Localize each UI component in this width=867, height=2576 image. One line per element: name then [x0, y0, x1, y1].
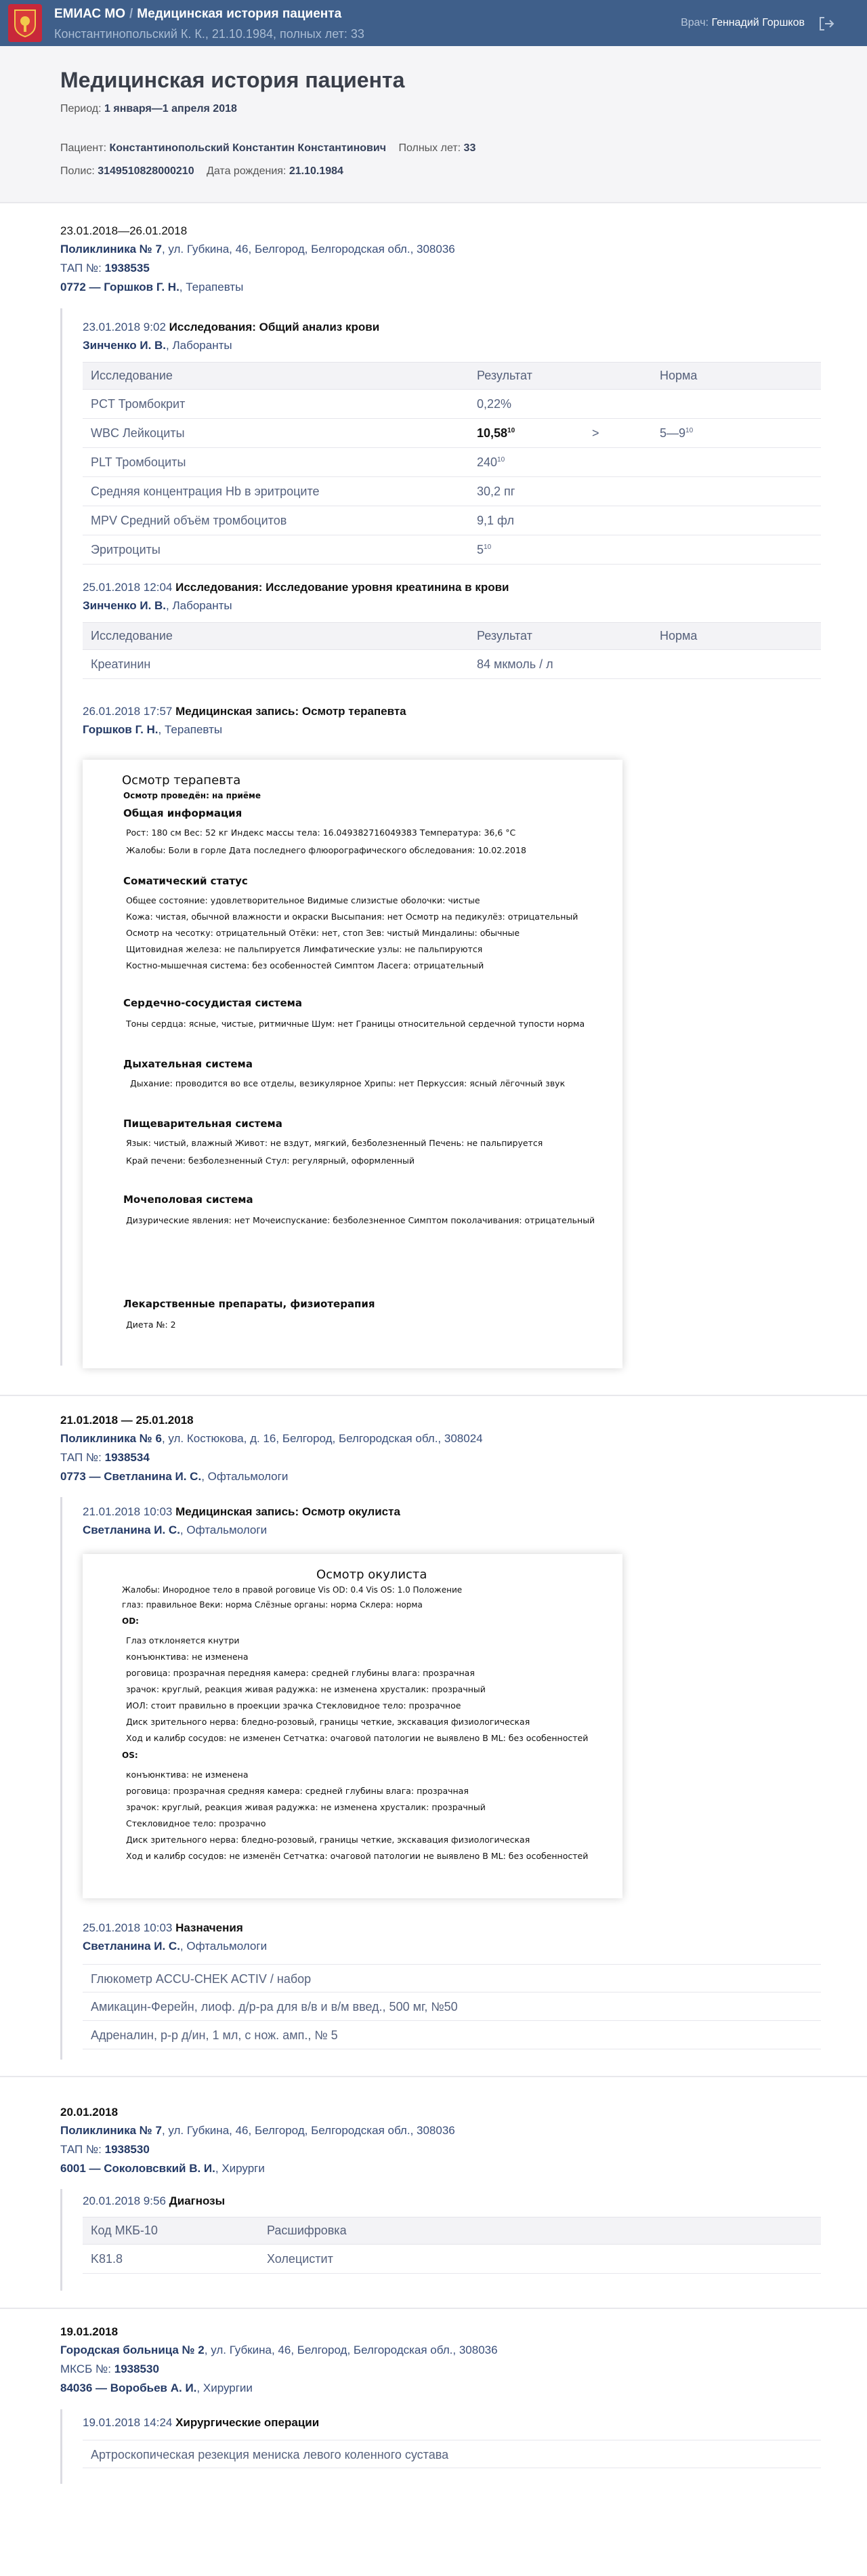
patient-label: Пациент: — [60, 142, 107, 154]
col-header: Результат — [469, 623, 652, 650]
record-therapist-exam — [83, 702, 821, 739]
test-norm: $5—9^{10}$ — [652, 419, 821, 448]
record-author — [83, 1521, 821, 1540]
document-line: Жалобы: Боли в горле Дата последнего флюорографического обследования: 10.02.2018 — [126, 845, 526, 855]
document-line: глаз: правильное Веки: норма Слёзные органы: норма Склера: норма — [122, 1600, 423, 1610]
section-heading: Лекарственные препараты, физиотерапия — [123, 1298, 375, 1310]
test-value: 30,2 пг — [469, 477, 584, 506]
visit-card — [60, 2323, 819, 2398]
visit-records — [60, 2409, 819, 2484]
author-dept: , Лаборанты — [166, 599, 232, 612]
table-row — [83, 535, 821, 565]
document-line: зрачок: круглый, реакция живая радужка: не изменена хрусталик: прозрачный — [126, 1802, 486, 1812]
record-oculist-exam — [83, 1502, 821, 1540]
section-heading: Сердечно-сосудистая система — [123, 997, 302, 1009]
list-item[interactable]: Амикацин-Ферейн, лиоф. д/р-ра для в/в и в/м введ., 500 мг, №50 — [83, 1992, 821, 2021]
doctor-specialty: , Офтальмологи — [201, 1470, 289, 1483]
document-line: Диск зрительного нерва: бледно-розовый, границы четкие, экскавация физиологическая — [126, 1835, 530, 1845]
col-header: Расшифровка — [259, 2217, 821, 2245]
visit-doctor — [60, 278, 819, 297]
test-value: 0,22% — [469, 390, 584, 419]
table-row — [83, 506, 821, 535]
tap-value: 1938530 — [114, 2363, 159, 2375]
table-row — [83, 390, 821, 419]
document-line: Щитовидная железа: не пальпируется Лимфатические узлы: не пальпируются — [126, 944, 483, 954]
therapist-document[interactable] — [83, 760, 622, 1368]
page-title: Медицинская история пациента — [60, 68, 405, 92]
table-header — [83, 363, 821, 390]
age-value: 33 — [463, 142, 476, 154]
record-title[interactable]: Медицинская запись: Осмотр окулиста — [175, 1505, 400, 1518]
diagnosis-text: Холецистит — [259, 2245, 821, 2274]
document-line: Край печени: безболезненный Стул: регулярный, оформленный — [126, 1156, 415, 1166]
divider — [0, 2308, 867, 2309]
visit-date: 20.01.2018 — [60, 2106, 119, 2119]
birth-value: 21.10.1984 — [289, 165, 343, 177]
doctor-name[interactable]: Геннадий Горшков — [711, 17, 805, 28]
document-line: Дизурические явления: нет Мочеиспускание: безболезненное Симптом поколачивания: отрицательный — [126, 1215, 595, 1225]
record-title[interactable]: Назначения — [175, 1921, 243, 1934]
tap-value: 1938534 — [104, 1451, 150, 1464]
test-value: $240^{10}$ — [469, 448, 584, 477]
visit-tap — [60, 259, 819, 278]
section-heading: Дыхательная система — [123, 1058, 253, 1070]
record-date: 25.01.2018 10:03 — [83, 1921, 173, 1934]
test-name: Креатинин — [83, 650, 469, 679]
doctor-code-name[interactable]: 84036 — Воробьев А. И. — [60, 2381, 197, 2394]
record-date: 21.01.2018 10:03 — [83, 1505, 173, 1518]
diagnosis-table — [83, 2217, 821, 2274]
section-heading: Общая информация — [123, 807, 242, 819]
document-line: Ход и калибр сосудов: не изменён Сетчатка: очаговой патологии не выявлено В ML: без особенностей — [126, 1851, 589, 1861]
os-label: OS: — [122, 1751, 138, 1760]
record-creatinine — [83, 578, 821, 679]
org-address: , ул. Губкина, 46, Белгород, Белгородская обл., 308036 — [204, 2344, 498, 2356]
org-name[interactable]: Поликлиника № 7 — [60, 2124, 162, 2137]
record-author — [83, 336, 821, 355]
tap-label: МКСБ №: — [60, 2363, 111, 2375]
record-diagnoses — [83, 2192, 821, 2274]
record-prescriptions — [83, 1919, 821, 2049]
test-value: $5^{10}$ — [469, 535, 584, 565]
author-name[interactable]: Светланина И. С. — [83, 1940, 180, 1953]
visit-organization — [60, 1429, 819, 1448]
diagnosis-code: K81.8 — [83, 2245, 259, 2274]
test-name: PLT Тромбоциты — [83, 448, 469, 477]
table-row — [83, 448, 821, 477]
author-name[interactable]: Зинченко И. В. — [83, 599, 167, 612]
header-patient-line: Константинопольский К. К., 21.10.1984, полных лет: 33 — [54, 27, 364, 41]
policy-line — [60, 165, 343, 178]
document-line: Костно-мышечная система: без особенностей Симптом Ласега: отрицательный — [126, 960, 484, 970]
prescription-list — [83, 1964, 821, 2049]
app-name[interactable]: ЕМИАС МО — [54, 7, 126, 21]
visit-card — [60, 222, 819, 297]
record-date: 26.01.2018 17:57 — [83, 705, 173, 718]
visit-records — [60, 2189, 819, 2291]
section-heading: Пищеварительная система — [123, 1118, 282, 1130]
record-header — [83, 702, 821, 720]
record-title[interactable]: Хирургические операции — [175, 2416, 320, 2429]
doctor-specialty: , Терапевты — [179, 281, 244, 293]
patient-name: Константинопольский Константин Константинович — [109, 142, 386, 154]
record-surgeries — [83, 2413, 821, 2468]
org-address: , ул. Губкина, 46, Белгород, Белгородская обл., 308036 — [161, 2124, 455, 2137]
tap-label: ТАП №: — [60, 2143, 102, 2156]
document-line: Ход и калибр сосудов: не изменен Сетчатка: очаговой патологии не выявлено В ML: без особенностей — [126, 1733, 589, 1743]
org-address: , ул. Костюкова, д. 16, Белгород, Белгородская обл., 308024 — [161, 1432, 483, 1445]
document-line: Диск зрительного нерва: бледно-розовый, границы четкие, экскавация физиологическая — [126, 1717, 530, 1727]
document-line: Общее состояние: удовлетворительное Видимые слизистые оболочки: чистые — [126, 895, 480, 905]
tap-label: ТАП №: — [60, 262, 102, 274]
surgery-list — [83, 2440, 821, 2468]
col-header: Норма — [652, 363, 821, 390]
col-header: Результат — [469, 363, 584, 390]
divider — [0, 202, 867, 203]
document-line: роговица: прозрачная передняя камера: средней глубины влага: прозрачная — [126, 1668, 475, 1678]
table-header — [83, 623, 821, 650]
od-label: OD: — [122, 1616, 139, 1626]
doctor-code-name[interactable]: 0773 — Светланина И. С. — [60, 1470, 202, 1483]
document-line: Язык: чистый, влажный Живот: не вздут, мягкий, безболезненный Печень: не пальпируется — [126, 1138, 543, 1148]
doctor-specialty: , Хирургии — [196, 2381, 253, 2394]
visit-date: 19.01.2018 — [60, 2325, 119, 2338]
doctor-code-name[interactable]: 6001 — Соколовсвкий В. И. — [60, 2162, 215, 2175]
visit-card — [60, 2103, 819, 2178]
app-header — [0, 0, 867, 46]
age-label: Полных лет: — [398, 142, 461, 154]
document-line: Глаз отклоняется кнутри — [126, 1635, 240, 1645]
record-title[interactable]: Диагнозы — [169, 2194, 226, 2207]
author-dept: , Лаборанты — [166, 339, 232, 352]
document-line: ИОЛ: стоит правильно в проекции зрачка Стекловидное тело: прозрачное — [126, 1700, 461, 1711]
oculist-document[interactable] — [83, 1554, 622, 1898]
table-row — [83, 650, 821, 679]
divider — [0, 1395, 867, 1396]
visit-organization — [60, 2121, 819, 2140]
test-name: WBC Лейкоциты — [83, 419, 469, 448]
test-name: Эритроциты — [83, 535, 469, 565]
author-name[interactable]: Светланина И. С. — [83, 1524, 180, 1536]
visit-tap — [60, 2140, 819, 2159]
col-header: Исследование — [83, 623, 469, 650]
record-blood-test — [83, 318, 821, 565]
table-row — [83, 419, 821, 448]
record-header — [83, 1502, 821, 1521]
doctor-code-name[interactable]: 0772 — Горшков Г. Н. — [60, 281, 179, 293]
tap-value: 1938530 — [104, 2143, 150, 2156]
list-item[interactable]: Глюкометр ACCU-CHEK ACTIV / набор — [83, 1964, 821, 1992]
record-author — [83, 1937, 821, 1956]
visit-records — [60, 1497, 819, 2060]
document-line: роговица: прозрачная средняя камера: средней глубины влага: прозрачная — [126, 1786, 469, 1796]
record-header — [83, 318, 821, 336]
author-dept: , Офтальмологи — [179, 1524, 268, 1536]
visit-doctor — [60, 2379, 819, 2398]
record-header — [83, 578, 821, 596]
record-title[interactable]: Медицинская запись: Осмотр терапевта — [175, 705, 406, 718]
birth-label: Дата рождения: — [207, 165, 287, 177]
table-row — [83, 477, 821, 506]
record-header — [83, 2413, 821, 2432]
app-title: ЕМИАС МО / Медицинская история пациента — [54, 7, 342, 21]
record-author — [83, 596, 821, 615]
document-line: Рост: 180 см Вес: 52 кг Индекс массы тела: 16.049382716049383 Температура: 36,6 °С — [126, 827, 516, 838]
test-value: 9,1 фл — [469, 506, 584, 535]
document-line: Стекловидное тело: прозрачно — [126, 1818, 266, 1828]
tap-label: ТАП №: — [60, 1451, 102, 1464]
section-heading: Соматический статус — [123, 875, 248, 887]
document-subtitle: Осмотр проведён: на приёме — [123, 791, 261, 800]
author-name[interactable]: Горшков Г. Н. — [83, 723, 158, 736]
test-flag: > — [584, 419, 652, 448]
record-header — [83, 1919, 821, 1937]
results-table — [83, 362, 821, 565]
record-title[interactable]: Исследования: Общий анализ крови — [169, 321, 380, 333]
document-line: Тоны сердца: ясные, чистые, ритмичные Шум: нет Границы относительной сердечной тупости норма — [126, 1019, 585, 1029]
col-header: Норма — [652, 623, 821, 650]
list-item[interactable]: Адреналин, р-р д/ин, 1 мл, с нож. амп., № 5 — [83, 2021, 821, 2049]
record-date: 25.01.2018 12:04 — [83, 581, 173, 594]
col-header: Исследование — [83, 363, 469, 390]
record-title[interactable]: Исследования: Исследование уровня креатинина в крови — [175, 581, 509, 594]
doctor-label: Врач: — [681, 17, 709, 28]
org-address: , ул. Губкина, 46, Белгород, Белгородская обл., 308036 — [161, 243, 455, 255]
org-name[interactable]: Городская больница № 2 — [60, 2344, 205, 2356]
test-name: PCT Тромбокрит — [83, 390, 469, 419]
period-line — [60, 103, 237, 115]
test-name: MPV Средний объём тромбоцитов — [83, 506, 469, 535]
visit-card — [60, 1411, 819, 1486]
document-line: конъюнктива: не изменена — [126, 1770, 249, 1780]
current-doctor — [681, 17, 805, 29]
logout-icon[interactable] — [818, 16, 834, 31]
document-line: зрачок: круглый, реакция живая радужка: не изменена хрусталик: прозрачный — [126, 1684, 486, 1694]
document-line: конъюнктива: не изменена — [126, 1652, 249, 1662]
patient-line — [60, 142, 475, 155]
coat-of-arms-icon[interactable] — [8, 4, 42, 42]
results-table — [83, 622, 821, 679]
visit-records — [60, 308, 819, 1366]
test-name: Средняя концентрация Hb в эритроците — [83, 477, 469, 506]
visit-organization — [60, 240, 819, 259]
col-header: Код МКБ-10 — [83, 2217, 259, 2245]
record-author — [83, 720, 821, 739]
visit-date: 23.01.2018—26.01.2018 — [60, 224, 188, 237]
policy-label: Полис: — [60, 165, 95, 177]
visit-date: 21.01.2018 — 25.01.2018 — [60, 1414, 194, 1427]
section-heading: Мочеполовая система — [123, 1193, 253, 1206]
period-value[interactable]: 1 января—1 апреля 2018 — [104, 103, 237, 115]
document-line: Кожа: чистая, обычной влажности и окраски Высыпания: нет Осмотр на педикулёз: отрицательный — [126, 912, 578, 922]
tap-value: 1938535 — [104, 262, 150, 274]
visit-tap — [60, 1448, 819, 1467]
document-line: Диета №: 2 — [126, 1320, 176, 1330]
list-item[interactable]: Артроскопическая резекция мениска левого коленного сустава — [83, 2440, 821, 2468]
policy-value: 3149510828000210 — [98, 165, 194, 177]
visit-organization — [60, 2341, 819, 2360]
document-title: Осмотр окулиста — [316, 1568, 427, 1582]
author-dept: , Офтальмологи — [179, 1940, 268, 1953]
doctor-specialty: , Хирурги — [215, 2162, 265, 2175]
author-dept: , Терапевты — [158, 723, 223, 736]
table-row — [83, 2245, 821, 2274]
visit-doctor — [60, 2159, 819, 2178]
org-name[interactable]: Поликлиника № 6 — [60, 1432, 162, 1445]
document-title: Осмотр терапевта — [122, 773, 241, 788]
org-name[interactable]: Поликлиника № 7 — [60, 243, 162, 255]
document-line: Дыхание: проводится во все отделы, везикулярное Хрипы: нет Перкуссия: ясный лёгочный звук — [130, 1078, 566, 1088]
visit-doctor — [60, 1467, 819, 1486]
page-name: Медицинская история пациента — [137, 7, 342, 21]
record-header — [83, 2192, 821, 2210]
visit-tap — [60, 2360, 819, 2379]
test-value: 10,58$^{10}$ — [469, 419, 584, 448]
table-header — [83, 2217, 821, 2245]
record-date: 19.01.2018 14:24 — [83, 2416, 173, 2429]
document-line: Осмотр на чесотку: отрицательный Отёки: нет, стоп Зев: чистый Миндалины: обычные — [126, 928, 520, 938]
record-date: 23.01.2018 9:02 — [83, 321, 166, 333]
period-label: Период: — [60, 103, 102, 115]
document-line: Жалобы: Инородное тело в правой роговице Vis OD: 0.4 Vis OS: 1.0 Положение — [122, 1585, 463, 1595]
divider — [0, 2076, 867, 2077]
patient-summary — [0, 46, 867, 202]
record-date: 20.01.2018 9:56 — [83, 2194, 166, 2207]
author-name[interactable]: Зинченко И. В. — [83, 339, 167, 352]
test-value: 84 мкмоль / л — [469, 650, 652, 679]
